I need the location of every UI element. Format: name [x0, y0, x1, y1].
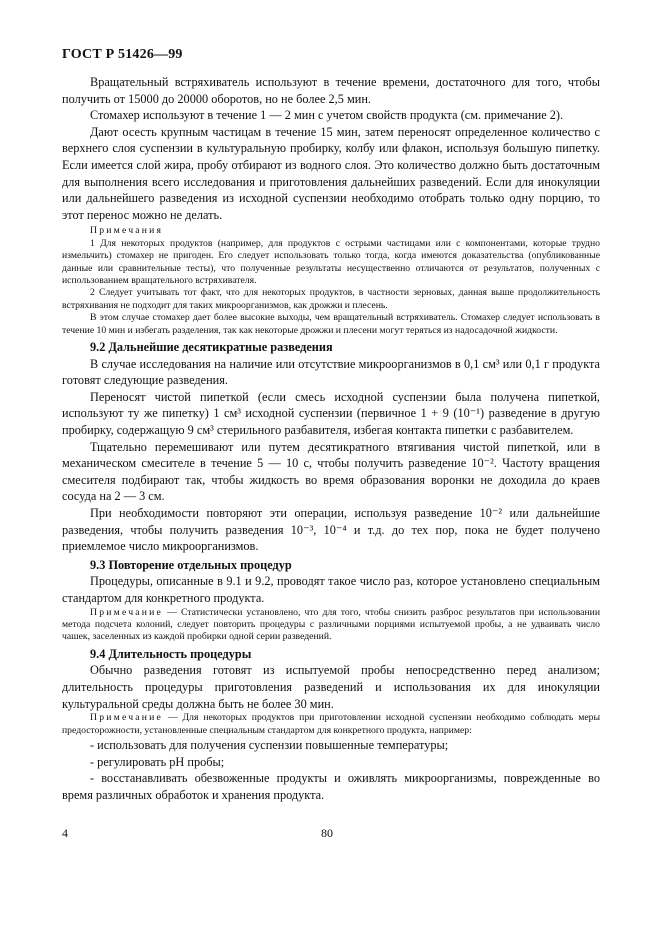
page-footer-left: 4 — [62, 826, 68, 840]
paragraph: Процедуры, описанные в 9.1 и 9.2, проводят такое число раз, которое установлено специальным стандартом для конкретного продукта. — [62, 574, 600, 605]
paragraph: При необходимости повторяют эти операции, используя разведение 10⁻² или дальнейшие разведения, чтобы получить разведения 10⁻³, 10⁻⁴ и т.д. до тех пор, пока не будет получено приемлемое число микроорганизмов. — [62, 505, 600, 554]
note-text: — Статистически установлено, что для того, чтобы снизить разброс результатов при использовании метода подсчета колоний, следует повторить процедуры с различными порциями испытуемой пробы, а не удваивать число чашек, заселенных из каждой пробирки одной серии разведений. — [62, 606, 600, 643]
note-9-3 — [62, 607, 600, 644]
paragraph: Дают осесть крупным частицам в течение 15 мин, затем переносят определенное количество с верхнего слоя суспензии в культуральную пробирку, колбу или флакон, используя большую пипетку. Если имеется слой жира, пробу отбирают из водного слоя. Это количество должно быть достаточным для выполнения всего исследования и приготовления дальнейших разведений. Если для инокуляции или дальнейшего разведения из исходной суспензии необходимо отобрать только одну порцию, то этот перенос можно не делать. — [62, 124, 600, 222]
list-item: - регулировать pH пробы; — [90, 754, 225, 769]
notes-heading: Примечания — [90, 225, 164, 237]
paragraph: В случае исследования на наличие или отсутствие микроорганизмов в 0,1 см³ или 0,1 г продукта готовят следующие разведения. — [62, 356, 600, 388]
section-title-9-4: 9.4 Длительность процедуры — [90, 646, 252, 661]
note-text: — Для некоторых продуктов при приготовлении исходной суспензии необходимо соблюдать меры предосторожности, установленные специальным стандартом для конкретного продукта, например: — [62, 712, 600, 736]
paragraph: Вращательный встряхиватель используют в течение времени, достаточного для того, чтобы получить от 15000 до 20000 оборотов, но не более 2,5 мин. — [62, 75, 600, 106]
document-body — [62, 74, 600, 803]
note-2: 2 Следует учитывать тот факт, что для некоторых продуктов, в частности зерновых, данная выше продолжительность встряхивания не подходит для таких микроорганизмов, как дрожжи и плесень. — [62, 287, 600, 311]
section-title-9-3: 9.3 Повторение отдельных процедур — [90, 557, 292, 572]
note-label: Примечание — [90, 712, 164, 724]
document-header: ГОСТ Р 51426—99 — [62, 47, 183, 62]
paragraph: Обычно разведения готовят из испытуемой пробы непосредственно перед анализом; длительность процедуры приготовления разведений и использования их для инокуляции культуральной среды должна быть не более 30 мин. — [62, 663, 600, 711]
paragraph: Тщательно перемешивают или путем десятикратного втягивания чистой пипеткой, или в механическом смесителе в течение 5 — 10 с, чтобы получить разведение 10⁻². Частоту вращения смесителя подбирают так, чтобы жидкость во время образования воронки не доходила до краев сосуда на 2 — 3 см. — [62, 439, 600, 504]
list-item: - восстанавливать обезвоженные продукты и оживлять микроорганизмы, поврежденные во время различных обработок и хранения продукта. — [62, 771, 600, 802]
note-1: 1 Для некоторых продуктов (например, для продуктов с острыми частицами или с компонентами, которые трудно измельчить) стомахер не пригоден. Его следует использовать только тогда, когда имеются доказательства (опубликованные данные или сравнительные тесты), что полученные результаты несущественно отличаются от результатов, полученных с использованием вращательного встряхивателя. — [62, 237, 600, 286]
section-title-9-2: 9.2 Дальнейшие десятикратные разведения — [90, 340, 333, 354]
paragraph: Переносят чистой пипеткой (если смесь исходной суспензии была получена пипеткой, используют ту же пипетку) 1 см³ исходной суспензии (первичное 1 + 9 (10⁻¹) разведение в другую пробирку, содержащую 9 см³ стерильного разбавителя, избегая контакта пипетки с разбавителем. — [62, 389, 600, 437]
paragraph: Стомахер используют в течение 1 — 2 мин с учетом свойств продукта (см. примечание 2). — [90, 108, 564, 123]
note-3: В этом случае стомахер дает более высокие выходы, чем вращательный встряхиватель. Стомахер следует использовать в течение 10 мин и избегать разделения, так как некоторые дрожжи и плесени могут теряться из надосадочной жидкости. — [62, 312, 600, 336]
note-9-4 — [62, 712, 600, 737]
list-item: - использовать для получения суспензии повышенные температуры; — [90, 737, 449, 752]
page-number: 80 — [321, 826, 333, 840]
note-label: Примечание — [90, 606, 164, 618]
